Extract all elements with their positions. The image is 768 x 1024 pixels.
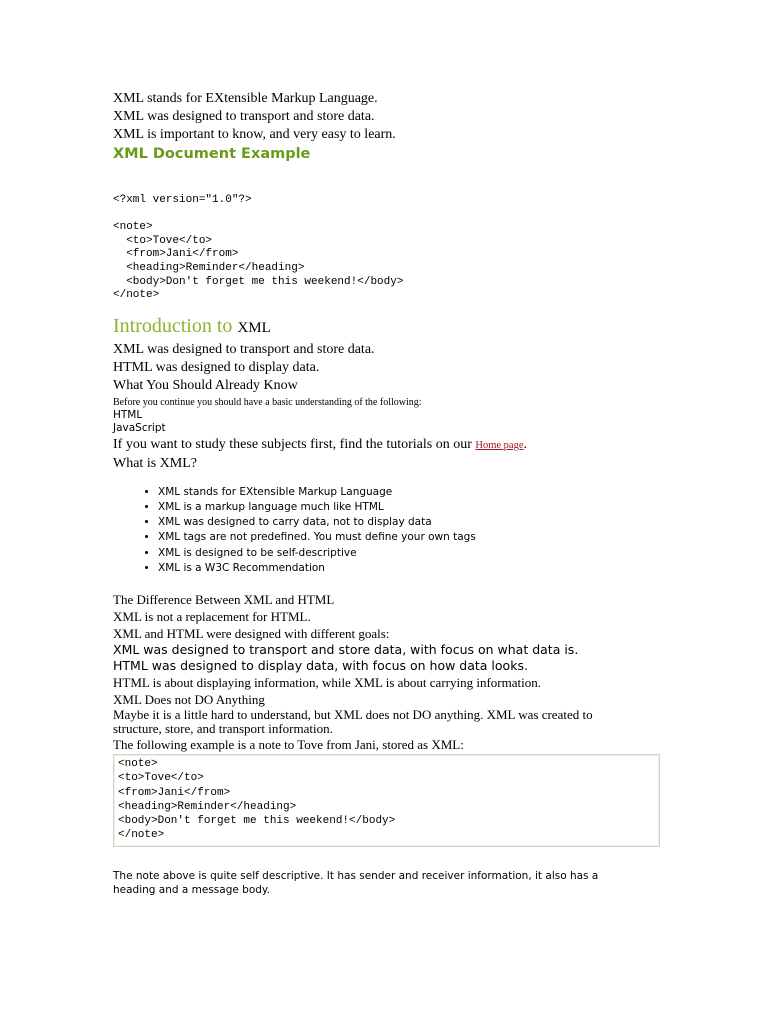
list-item: • XML is a markup language much like HTML (158, 500, 673, 515)
does-nothing-paragraph: Maybe it is a little hard to understand, but XML does not DO anything. XML was created to structure, store, and transport information. (113, 706, 593, 736)
prereq-javascript: JavaScript (113, 422, 166, 435)
intro-line-1: XML stands for EXtensible Markup Language. (113, 91, 378, 106)
difference-sans-1: XML was designed to transport and store data, with focus on what data is. (113, 641, 579, 657)
list-item: • XML tags are not predefined. You must define your own tags (158, 530, 673, 545)
study-end: . (523, 436, 527, 452)
introduction-prefix: Introduction to (113, 314, 233, 337)
xml-bullet-list (113, 485, 673, 576)
example-heading: XML Document Example (113, 146, 311, 162)
before-text: Before you continue you should have a basic understanding of the following: (113, 396, 422, 408)
intro2-paragraph (113, 341, 673, 395)
what-is-heading: What is XML? (113, 455, 197, 471)
difference-heading: The Difference Between XML and HTML (113, 591, 335, 607)
does-nothing-heading: XML Does not DO Anything (113, 691, 265, 707)
home-page-link[interactable]: Home page (475, 439, 524, 451)
know-heading: What You Should Already Know (113, 377, 298, 393)
list-item: • XML stands for EXtensible Markup Language (158, 485, 673, 500)
intro2-line-1: XML was designed to transport and store data. (113, 341, 375, 357)
difference-line-1: XML is not a replacement for HTML. (113, 608, 311, 624)
example-code-block: <?xml version="1.0"?> <note> <to>Tove</to> <from>Jani</from> <heading>Reminder</heading> <body>Don't forget me this weekend!</body> </note> (113, 194, 404, 302)
note-code-box (113, 754, 660, 847)
study-paragraph (113, 436, 673, 473)
intro-line-3: XML is important to know, and very easy to learn. (113, 127, 396, 142)
note-code: <note> <to>Tove</to> <from>Jani</from> <heading>Reminder</heading> <body>Don't forget me this weekend!</body> </note> (118, 757, 396, 842)
difference-line-2: XML and HTML were designed with different goals: (113, 625, 390, 641)
closing-paragraph: The note above is quite self descriptive. It has sender and receiver information, it also has a heading and a message body. (113, 869, 599, 896)
does-nothing-section (113, 691, 673, 753)
intro2-line-2: HTML was designed to display data. (113, 359, 320, 375)
difference-line-3: HTML is about displaying information, while XML is about carrying information. (113, 674, 541, 690)
list-item: • XML was designed to carry data, not to display data (158, 515, 673, 530)
introduction-heading (113, 313, 673, 341)
study-text: If you want to study these subjects first, find the tutorials on our (113, 436, 472, 452)
list-item: • XML is designed to be self-descriptive (158, 546, 673, 561)
intro-line-2: XML was designed to transport and store data. (113, 109, 375, 124)
document-page (113, 90, 673, 897)
prereq-html: HTML (113, 408, 143, 421)
intro-paragraph (113, 90, 673, 144)
introduction-keyword: XML (237, 319, 271, 336)
example-intro: The following example is a note to Tove from Jani, stored as XML: (113, 736, 464, 752)
difference-sans-2: HTML was designed to display data, with focus on how data looks. (113, 657, 528, 673)
list-item: • XML is a W3C Recommendation (158, 561, 673, 576)
difference-section (113, 591, 673, 691)
